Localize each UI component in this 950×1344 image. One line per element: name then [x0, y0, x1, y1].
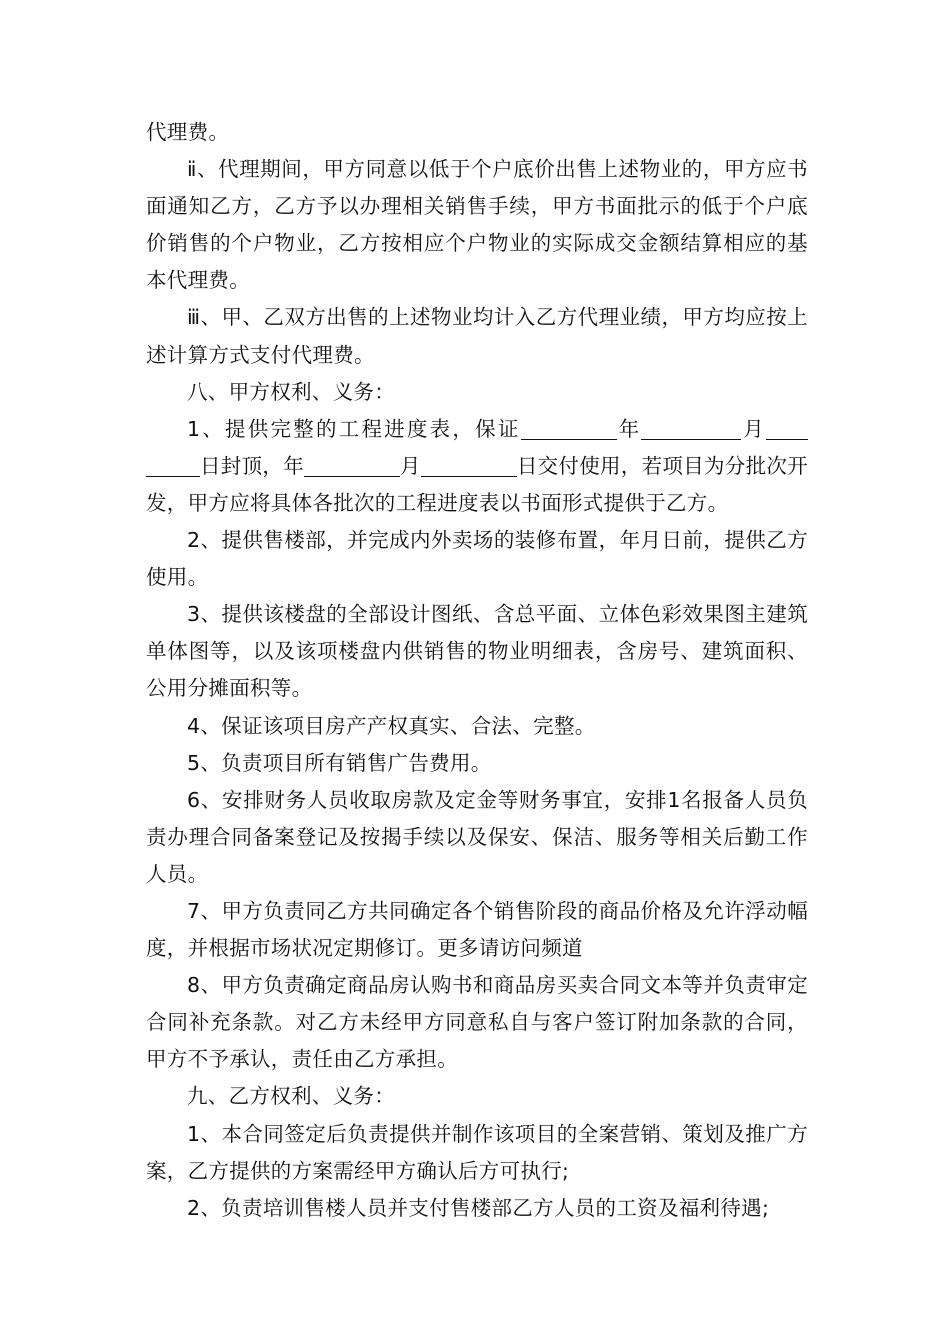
- section-heading-party-a: 八、甲方权利、义务：: [187, 379, 395, 404]
- item1-text-2: 年: [616, 416, 642, 441]
- item1-text-1: 1、提供完整的工程进度表，保证: [187, 416, 521, 441]
- document-page: [146, 114, 808, 1227]
- paragraph-b-item-2: 2、负责培训售楼人员并支付售楼部乙方人员的工资及福利待遇;: [187, 1195, 770, 1220]
- paragraph-item-2: 2、提供售楼部，并完成内外卖场的装修布置，年月日前，提供乙方使用。: [146, 528, 808, 590]
- item1-text-4: 日封顶，年: [200, 453, 304, 478]
- paragraph-item-5: 5、负责项目所有销售广告费用。: [187, 750, 492, 775]
- item1-text-5: 月: [400, 453, 421, 478]
- paragraph-item-7: 7、甲方负责同乙方共同确定各个销售阶段的商品价格及允许浮动幅度，并根据市场状况定期修订。更多请访问频道: [146, 898, 808, 961]
- paragraph-item-8: 8、甲方负责确定商品房认购书和商品房买卖合同文本等并负责审定合同补充条款。对乙方未经甲方同意私自与客户签订附加条款的合同，甲方不予承认，责任由乙方承担。: [146, 973, 808, 1072]
- blank-field[interactable]: [521, 413, 617, 440]
- paragraph-clause-iii: ⅲ、甲、乙双方出售的上述物业均计入乙方代理业绩，甲方均应按上述计算方式支付代理费。: [146, 305, 808, 367]
- item1-text-3: 月: [741, 416, 766, 441]
- paragraph-item-3: 3、提供该楼盘的全部设计图纸、含总平面、立体色彩效果图主建筑单体图等，以及该项楼盘内供销售的物业明细表，含房号、建筑面积、公用分摊面积等。: [146, 602, 808, 701]
- blank-field[interactable]: [146, 450, 200, 477]
- paragraph-item-1: [146, 411, 808, 522]
- paragraph-fee-end: 代理费。: [146, 120, 230, 144]
- item1-text-6: 日交付使用，若项目为分批次开发，甲方应将具体各批次的工程进度表以书面形式提供于乙方。: [146, 453, 809, 515]
- paragraph-item-6: 6、安排财务人员收取房款及定金等财务事宜，安排1名报备人员负责办理合同备案登记及按揭手续以及保安、保洁、服务等相关后勤工作人员。: [146, 787, 808, 886]
- section-heading-party-b: 九、乙方权利、义务：: [187, 1084, 395, 1109]
- paragraph-item-4: 4、保证该项目房产产权真实、合法、完整。: [187, 713, 596, 738]
- paragraph-clause-ii: ⅱ、代理期间，甲方同意以低于个户底价出售上述物业的，甲方应书面通知乙方，乙方予以办理相关销售手续，甲方书面批示的低于个户底价销售的个户物业，乙方按相应个户物业的实际成交金额结算相应的基本代理费。: [146, 157, 808, 293]
- blank-field[interactable]: [304, 450, 400, 477]
- paragraph-b-item-1: 1、本合同签定后负责提供并制作该项目的全案营销、策划及推广方案，乙方提供的方案需经甲方确认后方可执行;: [146, 1121, 808, 1183]
- blank-field[interactable]: [421, 450, 517, 477]
- blank-field[interactable]: [641, 413, 741, 440]
- blank-field[interactable]: [766, 413, 808, 440]
